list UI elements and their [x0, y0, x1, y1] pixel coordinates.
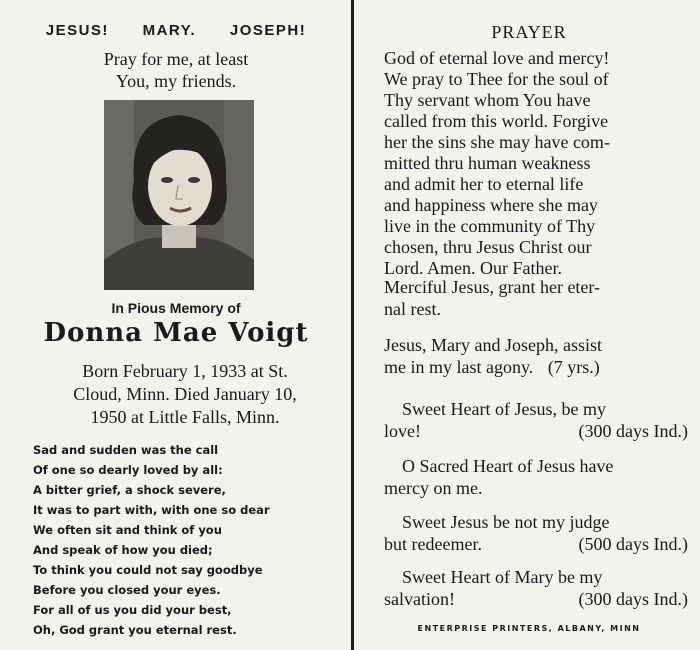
prayer-line: Lord. Amen. Our Father. [384, 258, 562, 278]
indulgence-label: (300 days Ind.) [578, 589, 688, 609]
poem-line: A bitter grief, a shock severe, [33, 483, 226, 497]
prayer-line [384, 420, 688, 442]
pray-for-me [0, 48, 352, 92]
prayer-line: Sweet Jesus be not my judge [402, 512, 610, 532]
center-divider [351, 0, 354, 650]
header-mary: MARY. [142, 22, 197, 39]
memorial-poem [33, 440, 343, 640]
sacred-heart-prayer [384, 455, 688, 499]
indulgence-label: (500 days Ind.) [578, 534, 688, 554]
prayer-line [384, 356, 688, 378]
born-line: 1950 at Little Falls, Minn. [90, 407, 280, 427]
birth-death-info [40, 360, 330, 429]
right-panel [358, 0, 700, 650]
prayer-line: and happiness where she may [384, 195, 598, 215]
poem-line: Before you closed your eyes. [33, 583, 221, 597]
prayer-line [384, 588, 688, 610]
prayer-line: chosen, thru Jesus Christ our [384, 237, 592, 257]
pray-line: You, my friends. [115, 71, 237, 91]
prayer-line: called from this world. Forgive [384, 111, 609, 131]
prayer-text: love! [384, 421, 421, 441]
poem-line: Of one so dearly loved by all: [33, 463, 223, 477]
prayer-line: Sweet Heart of Mary be my [402, 567, 603, 587]
printer-imprint: ENTERPRISE PRINTERS, ALBANY, MINN [417, 624, 641, 633]
jmj-prayer [384, 334, 688, 378]
prayer-line: and admit her to eternal life [384, 174, 584, 194]
indulgence-label: (300 days Ind.) [578, 421, 688, 441]
poem-line: For all of us you did your best, [33, 603, 232, 617]
poem-line: And speak of how you died; [33, 543, 213, 557]
prayer-line: O Sacred Heart of Jesus have [402, 456, 614, 476]
portrait-photo [104, 100, 254, 290]
poem-line: We often sit and think of you [33, 523, 222, 537]
deceased-name: Donna Mae Voigt [43, 318, 309, 348]
sweet-heart-jesus-prayer [384, 398, 688, 442]
poem-line: It was to part with, with one so dear [33, 503, 270, 517]
prayer-line: Thy servant whom You have [384, 90, 591, 110]
prayer-line: Jesus, Mary and Joseph, assist [384, 335, 602, 355]
prayer-line: Sweet Heart of Jesus, be my [402, 399, 606, 419]
holy-family-header [0, 22, 352, 39]
prayer-line [384, 533, 688, 555]
prayer-line: Merciful Jesus, grant her eter- [384, 277, 601, 297]
header-joseph: JOSEPH! [229, 22, 307, 39]
prayer-line: her the sins she may have com- [384, 132, 610, 152]
in-memory-label: In Pious Memory of [111, 300, 241, 316]
born-line: Cloud, Minn. Died January 10, [73, 384, 297, 404]
pray-line: Pray for me, at least [103, 49, 249, 69]
poem-line: To think you could not say goodbye [33, 563, 263, 577]
prayer-line: We pray to Thee for the soul of [384, 69, 609, 89]
prayer-text: salvation! [384, 589, 455, 609]
prayer-line: live in the community of Thy [384, 216, 596, 236]
poem-line: Sad and sudden was the call [33, 443, 219, 457]
prayer-text: me in my last agony. [384, 357, 534, 377]
prayer-title: PRAYER [491, 22, 567, 42]
main-prayer [384, 48, 688, 279]
sweet-heart-mary-prayer [384, 566, 688, 610]
header-jesus: JESUS! [45, 22, 109, 39]
prayer-line: mercy on me. [384, 478, 483, 498]
prayer-line: God of eternal love and mercy! [384, 48, 610, 68]
prayer-text: but redeemer. [384, 534, 482, 554]
sweet-jesus-prayer [384, 511, 688, 555]
merciful-jesus-prayer [384, 276, 688, 320]
born-line: Born February 1, 1933 at St. [82, 361, 288, 381]
prayer-line: mitted thru human weakness [384, 153, 591, 173]
poem-line: Oh, God grant you eternal rest. [33, 623, 237, 637]
indulgence-label: (7 yrs.) [547, 357, 600, 377]
prayer-line: nal rest. [384, 299, 441, 319]
